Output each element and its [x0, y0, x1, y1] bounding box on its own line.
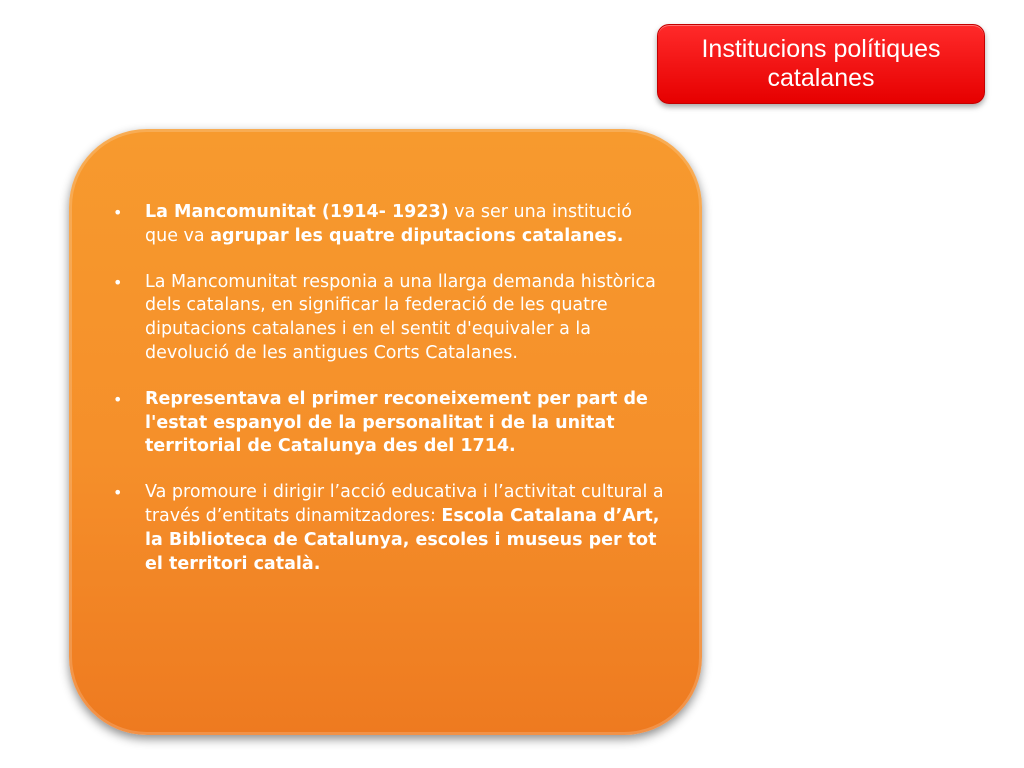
- bullet-item: [69, 388, 702, 459]
- bullet-text-bold: La Mancomunitat (1914- 1923): [145, 202, 449, 222]
- bullet-text: Va promoure i dirigir l’acció educativa i l’activitat cultural a través d’entitats dinamitzadores:: [145, 482, 664, 526]
- bullet-text-bold: agrupar les quatre diputacions catalanes.: [210, 225, 624, 246]
- bullet-item: [69, 271, 702, 366]
- bullet-list: [69, 201, 702, 598]
- bullet-item: [69, 481, 702, 576]
- bullet-item: [69, 201, 702, 249]
- bullet-icon: •: [113, 203, 123, 222]
- slide-title: Institucions polítiques catalanes: [701, 35, 941, 92]
- bullet-icon: •: [113, 272, 123, 292]
- bullet-text: va ser una institució que va: [145, 202, 632, 246]
- bullet-text: La Mancomunitat responia a una llarga demanda històrica dels catalans, en significar la federació de les quatre diputacions catalanes i en el sentit d'equivaler a la devolució de les antigues Corts Catalanes.: [145, 271, 656, 363]
- bullet-icon: •: [113, 389, 123, 409]
- content-box: [69, 129, 702, 735]
- bullet-icon: •: [113, 483, 123, 503]
- bullet-text-bold: Representava el primer reconeixement per part de l'estat espanyol de la personalitat i de la unitat territorial de Catalunya des del 1714.: [145, 388, 648, 457]
- bullet-text-bold: Escola Catalana d’Art, la Biblioteca de Catalunya, escoles i museus per tot el territori català.: [145, 505, 660, 574]
- title-box: [657, 24, 985, 104]
